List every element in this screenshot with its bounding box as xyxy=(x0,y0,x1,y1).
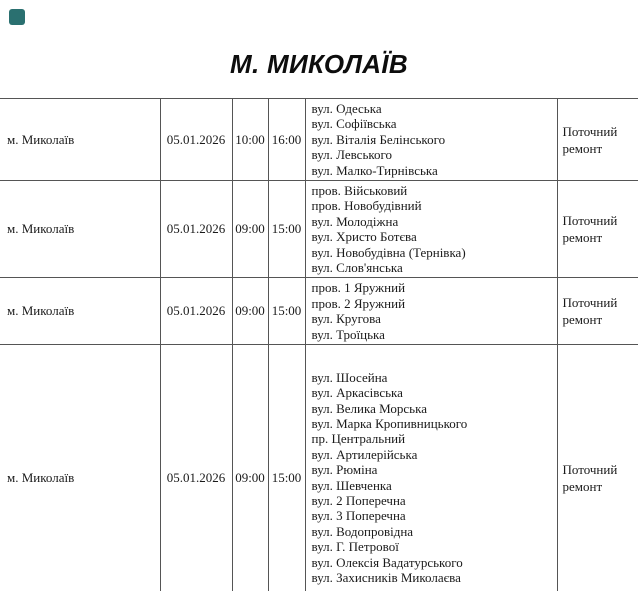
streets-cell xyxy=(305,181,557,278)
street-item: вул. Віталія Белінського xyxy=(311,131,446,147)
page-title: М. МИКОЛАЇВ xyxy=(230,49,408,79)
start-time-cell: 10:00 xyxy=(232,99,268,181)
date-cell: 05.01.2026 xyxy=(160,99,232,181)
street-item: вул. Водопровідна xyxy=(311,523,414,539)
street-item: пров. 2 Яружний xyxy=(311,295,406,311)
city-cell: м. Миколаїв xyxy=(0,278,160,345)
street-item: вул. Софіївська xyxy=(311,116,397,132)
street-item: вул. Г. Петрової xyxy=(311,539,399,555)
end-time-cell: 15:00 xyxy=(268,181,305,278)
date-cell: 05.01.2026 xyxy=(160,278,232,345)
street-item: вул. Новобудівна (Тернівка) xyxy=(311,244,466,260)
street-item: вул. Шосейна xyxy=(311,369,388,385)
work-type-cell: Поточний ремонт xyxy=(557,278,638,345)
work-type-cell: Поточний ремонт xyxy=(557,345,638,591)
street-item: вул. 2 Поперечна xyxy=(311,493,406,508)
street-item: вул. Аркасівська xyxy=(311,385,403,401)
outage-schedule-table xyxy=(0,98,638,591)
end-time-cell: 16:00 xyxy=(268,99,305,181)
start-time-cell: 09:00 xyxy=(232,345,268,591)
street-item: пров. Новобудівний xyxy=(311,198,422,214)
street-item: вул. Артилерійська xyxy=(311,446,418,462)
city-cell: м. Миколаїв xyxy=(0,99,160,181)
corner-marker xyxy=(9,9,25,25)
streets-cell xyxy=(305,99,557,181)
end-time-cell: 15:00 xyxy=(268,278,305,345)
street-item: вул. Христо Ботєва xyxy=(311,229,417,245)
start-time-cell: 09:00 xyxy=(232,278,268,345)
street-item: вул. Марка Кропивницького xyxy=(311,415,468,431)
date-cell: 05.01.2026 xyxy=(160,181,232,278)
street-item: вул. Захисників Миколаєва xyxy=(311,570,461,586)
table-row xyxy=(0,278,638,345)
street-item: вул. 3 Поперечна xyxy=(311,508,406,524)
city-cell: м. Миколаїв xyxy=(0,181,160,278)
table-row xyxy=(0,99,638,181)
street-item: пров. 1 Яружний xyxy=(311,280,406,296)
street-item: вул. Слов'янська xyxy=(311,260,403,276)
work-type-cell: Поточний ремонт xyxy=(557,181,638,278)
end-time-cell: 15:00 xyxy=(268,345,305,591)
streets-cell xyxy=(305,278,557,345)
streets-cell xyxy=(305,345,557,591)
street-item: вул. Молодіжна xyxy=(311,213,399,229)
table-row xyxy=(0,181,638,278)
street-item: вул. Рюміна xyxy=(311,462,378,478)
start-time-cell: 09:00 xyxy=(232,181,268,278)
date-cell: 05.01.2026 xyxy=(160,345,232,591)
street-item: пр. Центральний xyxy=(311,431,406,447)
street-item: вул. Шевченка xyxy=(311,477,392,493)
street-item: вул. Велика Морська xyxy=(311,400,427,416)
street-item: пров. Військовий xyxy=(311,183,408,199)
work-type-cell: Поточний ремонт xyxy=(557,99,638,181)
street-item: вул. Троїцька xyxy=(311,326,385,342)
street-item: вул. Малко-Тирнівська xyxy=(311,162,438,178)
street-item: вул. Левського xyxy=(311,147,393,163)
street-item: вул. Олексія Вадатурського xyxy=(311,554,463,570)
street-item: вул. Одеська xyxy=(311,101,382,116)
street-item: вул. Кругова xyxy=(311,311,381,327)
table-row xyxy=(0,345,638,591)
city-cell: м. Миколаїв xyxy=(0,345,160,591)
